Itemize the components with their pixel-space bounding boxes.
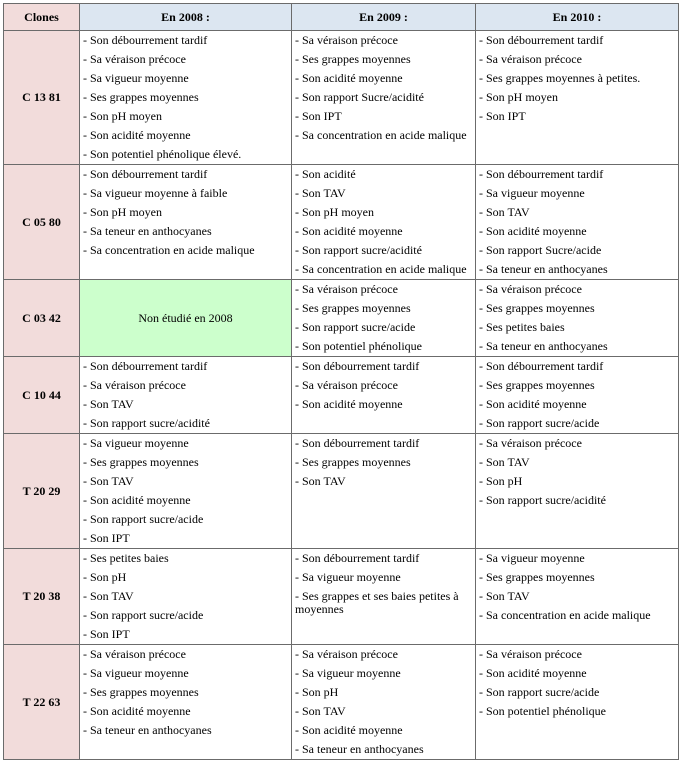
trait-item: - Son TAV <box>83 397 134 411</box>
clone-name: C 03 42 <box>4 280 80 357</box>
trait-item: - Son rapport sucre/acide <box>83 512 204 526</box>
traits-cell-2010 <box>476 280 679 357</box>
trait-item: - Son pH moyen <box>295 205 374 219</box>
traits-cell-2009 <box>292 165 476 280</box>
trait-item: - Son rapport sucre/acidité <box>295 243 422 257</box>
trait-item: - Son acidité moyenne <box>295 224 403 238</box>
trait-item: - Sa vigueur moyenne à faible <box>83 186 228 200</box>
trait-item: - Son TAV <box>295 704 346 718</box>
trait-item: - Sa vigueur moyenne <box>295 666 401 680</box>
traits-cell-2008 <box>80 645 292 760</box>
traits-cell-2008 <box>80 434 292 549</box>
traits-cell-2008 <box>80 31 292 165</box>
trait-item: - Sa vigueur moyenne <box>479 551 585 565</box>
trait-item: - Ses grappes moyennes <box>295 52 411 66</box>
table-row <box>4 31 679 165</box>
traits-cell-2009 <box>292 434 476 549</box>
trait-item: - Ses grappes moyennes <box>479 301 595 315</box>
trait-item: - Sa véraison précoce <box>479 436 582 450</box>
trait-item: - Son IPT <box>83 531 130 545</box>
traits-cell-2008 <box>80 165 292 280</box>
trait-item: - Sa véraison précoce <box>295 647 398 661</box>
trait-item: - Ses grappes et ses baies petites à moyennes <box>295 589 459 616</box>
trait-item: - Son TAV <box>83 589 134 603</box>
trait-item: - Son acidité moyenne <box>479 224 587 238</box>
traits-cell-2010 <box>476 549 679 645</box>
trait-item: - Son potentiel phénolique <box>479 704 606 718</box>
traits-cell-2010 <box>476 31 679 165</box>
clone-name: C 10 44 <box>4 357 80 434</box>
trait-item: - Ses grappes moyennes <box>83 455 199 469</box>
trait-item: - Sa vigueur moyenne <box>295 570 401 584</box>
table-row <box>4 165 679 280</box>
trait-item: - Sa véraison précoce <box>295 378 398 392</box>
trait-item: - Sa concentration en acide malique <box>295 128 467 142</box>
trait-item: - Son débourrement tardif <box>295 551 420 565</box>
table-row <box>4 645 679 760</box>
trait-item: - Ses grappes moyennes à petites. <box>479 71 641 85</box>
trait-item: - Son acidité moyenne <box>295 397 403 411</box>
header-2009: En 2009 : <box>292 4 476 31</box>
trait-item: - Sa teneur en anthocyanes <box>479 262 608 276</box>
table-row <box>4 357 679 434</box>
trait-item: - Son TAV <box>479 589 530 603</box>
trait-item: - Sa véraison précoce <box>479 647 582 661</box>
trait-item: - Ses grappes moyennes <box>295 301 411 315</box>
trait-item: - Son IPT <box>295 109 342 123</box>
trait-item: - Sa vigueur moyenne <box>479 186 585 200</box>
header-clones: Clones <box>4 4 80 31</box>
trait-item: - Sa véraison précoce <box>295 33 398 47</box>
trait-item: - Son potentiel phénolique <box>295 339 422 353</box>
trait-item: - Son rapport sucre/acidité <box>479 493 606 507</box>
trait-item: - Sa véraison précoce <box>83 647 186 661</box>
trait-item: - Sa concentration en acide malique <box>295 262 467 276</box>
trait-item: - Ses grappes moyennes <box>83 90 199 104</box>
trait-item: - Son acidité moyenne <box>479 666 587 680</box>
table-row <box>4 434 679 549</box>
clone-name: T 20 38 <box>4 549 80 645</box>
clone-name: T 22 63 <box>4 645 80 760</box>
table-row <box>4 549 679 645</box>
traits-cell-2010 <box>476 165 679 280</box>
trait-item: - Ses petites baies <box>479 320 565 334</box>
trait-item: - Son débourrement tardif <box>479 359 604 373</box>
not-studied-note: Non étudié en 2008 <box>80 280 292 357</box>
header-2008: En 2008 : <box>80 4 292 31</box>
trait-item: - Son débourrement tardif <box>83 33 208 47</box>
traits-cell-2009 <box>292 31 476 165</box>
trait-item: - Son rapport sucre/acidité <box>83 416 210 430</box>
clone-name: T 20 29 <box>4 434 80 549</box>
trait-item: - Son IPT <box>83 627 130 641</box>
traits-cell-2010 <box>476 645 679 760</box>
trait-item: - Son acidité moyenne <box>295 71 403 85</box>
trait-item: - Sa vigueur moyenne <box>83 666 189 680</box>
trait-item: - Sa vigueur moyenne <box>83 71 189 85</box>
trait-item: - Son TAV <box>479 205 530 219</box>
trait-item: - Son débourrement tardif <box>83 167 208 181</box>
traits-cell-2010 <box>476 434 679 549</box>
trait-item: - Ses grappes moyennes <box>83 685 199 699</box>
table-row <box>4 280 679 357</box>
traits-cell-2010 <box>476 357 679 434</box>
trait-item: - Son TAV <box>83 474 134 488</box>
trait-item: - Sa teneur en anthocyanes <box>295 742 424 756</box>
trait-item: - Son rapport sucre/acide <box>83 608 204 622</box>
trait-item: - Son débourrement tardif <box>295 359 420 373</box>
trait-item: - Son TAV <box>295 186 346 200</box>
trait-item: - Son rapport sucre/acide <box>295 320 416 334</box>
trait-item: - Son TAV <box>479 455 530 469</box>
trait-item: - Sa concentration en acide malique <box>83 243 255 257</box>
trait-item: - Ses grappes moyennes <box>479 570 595 584</box>
trait-item: - Sa vigueur moyenne <box>83 436 189 450</box>
header-row <box>4 4 679 31</box>
trait-item: - Son potentiel phénolique élevé. <box>83 147 242 161</box>
trait-item: - Son débourrement tardif <box>479 167 604 181</box>
trait-item: - Sa concentration en acide malique <box>479 608 651 622</box>
traits-cell-2009 <box>292 549 476 645</box>
trait-item: - Ses petites baies <box>83 551 169 565</box>
trait-item: - Sa véraison précoce <box>83 378 186 392</box>
trait-item: - Son acidité moyenne <box>479 397 587 411</box>
trait-item: - Son rapport Sucre/acidité <box>295 90 424 104</box>
trait-item: - Son débourrement tardif <box>295 436 420 450</box>
trait-item: - Son pH <box>479 474 523 488</box>
trait-item: - Son débourrement tardif <box>83 359 208 373</box>
trait-item: - Sa teneur en anthocyanes <box>479 339 608 353</box>
trait-item: - Sa teneur en anthocyanes <box>83 723 212 737</box>
trait-item: - Sa véraison précoce <box>83 52 186 66</box>
traits-cell-2008 <box>80 357 292 434</box>
clone-name: C 13 81 <box>4 31 80 165</box>
trait-item: - Son rapport sucre/acide <box>479 416 600 430</box>
trait-item: - Son pH moyen <box>83 205 162 219</box>
trait-item: - Son rapport sucre/acide <box>479 685 600 699</box>
trait-item: - Son rapport Sucre/acide <box>479 243 602 257</box>
clone-comparison-table <box>3 3 679 760</box>
trait-item: - Sa véraison précoce <box>479 282 582 296</box>
trait-item: - Sa véraison précoce <box>295 282 398 296</box>
trait-item: - Son pH moyen <box>83 109 162 123</box>
trait-item: - Ses grappes moyennes <box>295 455 411 469</box>
traits-cell-2008 <box>80 549 292 645</box>
trait-item: - Son pH <box>295 685 339 699</box>
trait-item: - Ses grappes moyennes <box>479 378 595 392</box>
trait-item: - Son acidité <box>295 167 356 181</box>
traits-cell-2009 <box>292 280 476 357</box>
trait-item: - Son TAV <box>295 474 346 488</box>
trait-item: - Son IPT <box>479 109 526 123</box>
trait-item: - Son débourrement tardif <box>479 33 604 47</box>
trait-item: - Son pH <box>83 570 127 584</box>
traits-cell-2009 <box>292 645 476 760</box>
trait-item: - Son pH moyen <box>479 90 558 104</box>
clone-name: C 05 80 <box>4 165 80 280</box>
trait-item: - Sa teneur en anthocyanes <box>83 224 212 238</box>
trait-item: - Son acidité moyenne <box>83 493 191 507</box>
header-2010: En 2010 : <box>476 4 679 31</box>
trait-item: - Son acidité moyenne <box>295 723 403 737</box>
trait-item: - Sa véraison précoce <box>479 52 582 66</box>
traits-cell-2009 <box>292 357 476 434</box>
trait-item: - Son acidité moyenne <box>83 704 191 718</box>
trait-item: - Son acidité moyenne <box>83 128 191 142</box>
